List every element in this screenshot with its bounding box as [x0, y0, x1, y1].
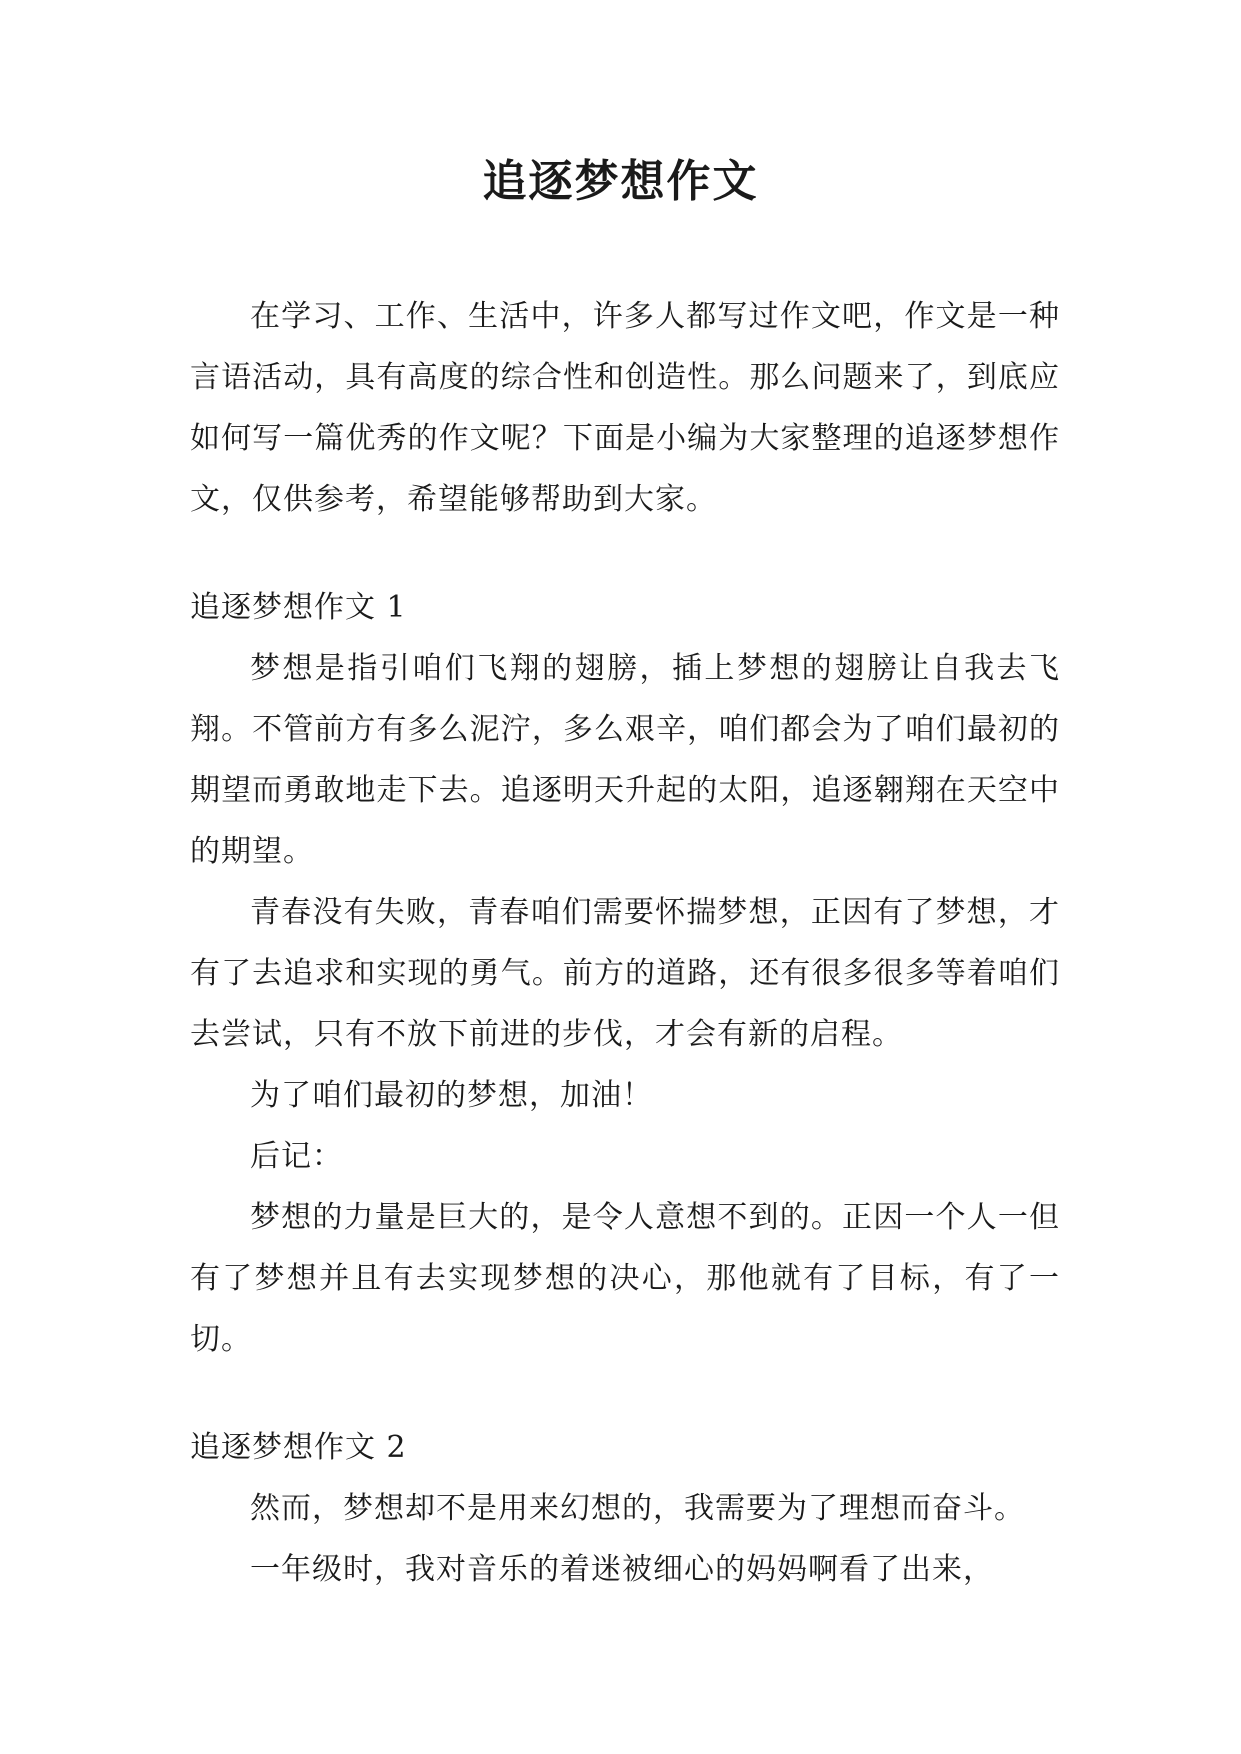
document-title: 追逐梦想作文 — [482, 156, 759, 207]
section-paragraph: 青春没有失败，青春咱们需要怀揣梦想，正因有了梦想，才有了去追求和实现的勇气。前方的道路，还有很多很多等着咱们去尝试，只有不放下前进的步伐，才会有新的启程。 — [190, 895, 1060, 1052]
section-paragraph: 梦想的力量是巨大的，是令人意想不到的。正因一个人一但有了梦想并且有去实现梦想的决心，那他就有了目标，有了一切。 — [190, 1200, 1060, 1357]
document-body — [190, 286, 1060, 1600]
intro-paragraph: 在学习、工作、生活中，许多人都写过作文吧，作文是一种言语活动，具有高度的综合性和创造性。那么问题来了，到底应如何写一篇优秀的作文呢？下面是小编为大家整理的追逐梦想作文，仅供参考，希望能够帮助到大家。 — [190, 299, 1060, 517]
section-paragraph: 梦想是指引咱们飞翔的翅膀，插上梦想的翅膀让自我去飞翔。不管前方有多么泥泞，多么艰辛，咱们都会为了咱们最初的期望而勇敢地走下去。追逐明天升起的太阳，追逐翱翔在天空中的期望。 — [190, 651, 1060, 869]
section-paragraph: 后记： — [250, 1139, 343, 1174]
essay-section-1 — [190, 577, 1060, 1370]
section-heading: 追逐梦想作文 2 — [190, 1430, 407, 1465]
essay-section-2 — [190, 1417, 1060, 1600]
section-paragraph: 为了咱们最初的梦想，加油！ — [250, 1078, 653, 1113]
section-paragraph: 然而，梦想却不是用来幻想的，我需要为了理想而奋斗。 — [250, 1491, 1025, 1526]
section-gap — [190, 1370, 1060, 1417]
section-heading: 追逐梦想作文 1 — [190, 590, 407, 625]
section-paragraph: 一年级时，我对音乐的着迷被细心的妈妈啊看了出来， — [250, 1552, 994, 1587]
section-gap — [190, 530, 1060, 577]
